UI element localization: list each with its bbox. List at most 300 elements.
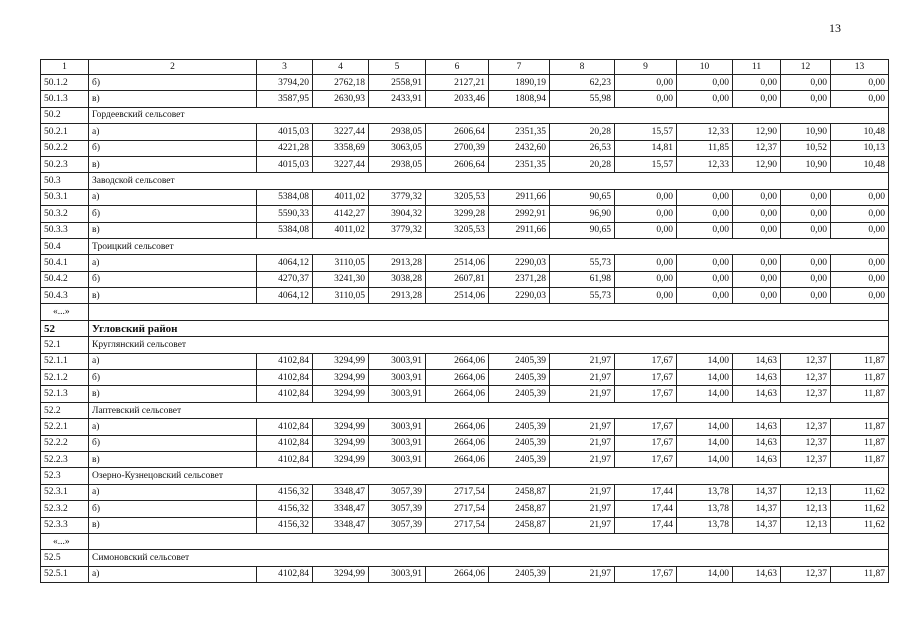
value-cell: 10,48 xyxy=(831,124,889,140)
value-cell: 3294,99 xyxy=(313,353,369,369)
column-header: 10 xyxy=(677,60,733,75)
value-cell: 4102,84 xyxy=(257,435,313,451)
tariff-table xyxy=(40,59,889,583)
table-row xyxy=(41,288,889,304)
district-row xyxy=(41,320,889,336)
value-cell: 3003,91 xyxy=(369,435,426,451)
value-cell: 14,00 xyxy=(677,451,733,467)
row-letter: б) xyxy=(89,140,257,156)
value-cell: 4102,84 xyxy=(257,419,313,435)
section-code: 50.2 xyxy=(41,107,89,123)
value-cell: 2371,28 xyxy=(489,271,550,287)
value-cell: 21,97 xyxy=(550,419,615,435)
value-cell: 2405,39 xyxy=(489,386,550,402)
value-cell: 3110,05 xyxy=(313,255,369,271)
value-cell: 0,00 xyxy=(781,271,831,287)
value-cell: 20,28 xyxy=(550,124,615,140)
value-cell: 14,81 xyxy=(615,140,677,156)
value-cell: 11,85 xyxy=(677,140,733,156)
value-cell: 3003,91 xyxy=(369,370,426,386)
row-code: 52.5.1 xyxy=(41,566,89,582)
value-cell: 2405,39 xyxy=(489,435,550,451)
district-code: 52 xyxy=(41,320,89,336)
value-cell: 3205,53 xyxy=(426,189,489,205)
row-code: 50.1.3 xyxy=(41,91,89,107)
row-letter: б) xyxy=(89,75,257,91)
row-letter: в) xyxy=(89,517,257,533)
value-cell: 1890,19 xyxy=(489,75,550,91)
section-label: Гордеевский сельсовет xyxy=(89,107,889,123)
value-cell: 3294,99 xyxy=(313,451,369,467)
value-cell: 2911,66 xyxy=(489,222,550,238)
value-cell: 3003,91 xyxy=(369,353,426,369)
row-code: 50.3.1 xyxy=(41,189,89,205)
value-cell: 3299,28 xyxy=(426,206,489,222)
value-cell: 2938,05 xyxy=(369,124,426,140)
page-number: 13 xyxy=(829,21,841,35)
table-row xyxy=(41,140,889,156)
value-cell: 4102,84 xyxy=(257,386,313,402)
value-cell: 0,00 xyxy=(677,75,733,91)
section-label: Заводской сельсовет xyxy=(89,173,889,189)
value-cell: 4011,02 xyxy=(313,222,369,238)
value-cell: 21,97 xyxy=(550,353,615,369)
row-letter: б) xyxy=(89,271,257,287)
value-cell: 0,00 xyxy=(733,255,781,271)
value-cell: 11,62 xyxy=(831,517,889,533)
value-cell: 3779,32 xyxy=(369,189,426,205)
table-row xyxy=(41,435,889,451)
value-cell: 5384,08 xyxy=(257,222,313,238)
row-code: 50.2.2 xyxy=(41,140,89,156)
value-cell: 12,13 xyxy=(781,484,831,500)
value-cell: 3110,05 xyxy=(313,288,369,304)
value-cell: 2913,28 xyxy=(369,255,426,271)
value-cell: 2911,66 xyxy=(489,189,550,205)
section-row xyxy=(41,173,889,189)
value-cell: 1808,94 xyxy=(489,91,550,107)
value-cell: 10,52 xyxy=(781,140,831,156)
section-label: Озерно-Кузнецовский сельсовет xyxy=(89,468,889,484)
value-cell: 10,13 xyxy=(831,140,889,156)
value-cell: 14,00 xyxy=(677,353,733,369)
value-cell: 0,00 xyxy=(831,255,889,271)
value-cell: 3038,28 xyxy=(369,271,426,287)
value-cell: 14,37 xyxy=(733,501,781,517)
value-cell: 4015,03 xyxy=(257,156,313,172)
value-cell: 55,73 xyxy=(550,255,615,271)
section-code: 52.5 xyxy=(41,550,89,566)
table-row xyxy=(41,419,889,435)
section-row xyxy=(41,337,889,353)
value-cell: 0,00 xyxy=(677,206,733,222)
row-letter: а) xyxy=(89,189,257,205)
row-code: 50.3.2 xyxy=(41,206,89,222)
row-code: 50.2.1 xyxy=(41,124,89,140)
row-code: 52.2.3 xyxy=(41,451,89,467)
value-cell: 4156,32 xyxy=(257,501,313,517)
value-cell: 3205,53 xyxy=(426,222,489,238)
value-cell: 0,00 xyxy=(677,288,733,304)
value-cell: 17,44 xyxy=(615,501,677,517)
table-row xyxy=(41,386,889,402)
value-cell: 14,00 xyxy=(677,386,733,402)
value-cell: 2664,06 xyxy=(426,419,489,435)
value-cell: 0,00 xyxy=(733,75,781,91)
row-code: 52.3.3 xyxy=(41,517,89,533)
value-cell: 0,00 xyxy=(733,91,781,107)
value-cell: 12,13 xyxy=(781,517,831,533)
row-letter: а) xyxy=(89,255,257,271)
value-cell: 4011,02 xyxy=(313,189,369,205)
table-row xyxy=(41,451,889,467)
value-cell: 14,37 xyxy=(733,484,781,500)
value-cell: 17,67 xyxy=(615,419,677,435)
column-header: 9 xyxy=(615,60,677,75)
value-cell: 61,98 xyxy=(550,271,615,287)
value-cell: 3003,91 xyxy=(369,419,426,435)
value-cell: 11,87 xyxy=(831,386,889,402)
column-header: 2 xyxy=(89,60,257,75)
value-cell: 4102,84 xyxy=(257,370,313,386)
value-cell: 0,00 xyxy=(781,288,831,304)
value-cell: 12,33 xyxy=(677,124,733,140)
value-cell: 14,63 xyxy=(733,386,781,402)
value-cell: 90,65 xyxy=(550,189,615,205)
value-cell: 4064,12 xyxy=(257,255,313,271)
value-cell: 0,00 xyxy=(781,75,831,91)
value-cell: 14,37 xyxy=(733,517,781,533)
value-cell: 3294,99 xyxy=(313,419,369,435)
value-cell: 2700,39 xyxy=(426,140,489,156)
ellipsis-row xyxy=(41,533,889,549)
row-code: 52.2.2 xyxy=(41,435,89,451)
value-cell: 3348,47 xyxy=(313,484,369,500)
value-cell: 12,37 xyxy=(733,140,781,156)
column-header: 1 xyxy=(41,60,89,75)
value-cell: 2664,06 xyxy=(426,353,489,369)
value-cell: 11,62 xyxy=(831,484,889,500)
value-cell: 14,00 xyxy=(677,566,733,582)
table-row xyxy=(41,222,889,238)
value-cell: 2033,46 xyxy=(426,91,489,107)
value-cell: 2351,35 xyxy=(489,156,550,172)
row-code: 50.2.3 xyxy=(41,156,89,172)
value-cell: 55,98 xyxy=(550,91,615,107)
value-cell: 0,00 xyxy=(615,271,677,287)
value-cell: 0,00 xyxy=(781,222,831,238)
value-cell: 2405,39 xyxy=(489,566,550,582)
value-cell: 21,97 xyxy=(550,451,615,467)
ellipsis-mark: «...» xyxy=(41,533,89,549)
table-row xyxy=(41,124,889,140)
table-row xyxy=(41,255,889,271)
row-code: 52.1.3 xyxy=(41,386,89,402)
value-cell: 3227,44 xyxy=(313,156,369,172)
section-code: 52.2 xyxy=(41,402,89,418)
row-code: 52.1.1 xyxy=(41,353,89,369)
table-row xyxy=(41,501,889,517)
value-cell: 0,00 xyxy=(733,222,781,238)
value-cell: 4102,84 xyxy=(257,566,313,582)
value-cell: 14,63 xyxy=(733,435,781,451)
value-cell: 17,67 xyxy=(615,386,677,402)
value-cell: 0,00 xyxy=(615,91,677,107)
value-cell: 2913,28 xyxy=(369,288,426,304)
value-cell: 3227,44 xyxy=(313,124,369,140)
value-cell: 0,00 xyxy=(781,206,831,222)
value-cell: 3057,39 xyxy=(369,501,426,517)
value-cell: 2664,06 xyxy=(426,370,489,386)
section-row xyxy=(41,107,889,123)
value-cell: 14,63 xyxy=(733,370,781,386)
value-cell: 10,90 xyxy=(781,124,831,140)
value-cell: 21,97 xyxy=(550,370,615,386)
value-cell: 0,00 xyxy=(733,288,781,304)
value-cell: 0,00 xyxy=(677,222,733,238)
value-cell: 10,90 xyxy=(781,156,831,172)
row-letter: б) xyxy=(89,206,257,222)
value-cell: 12,90 xyxy=(733,124,781,140)
value-cell: 12,37 xyxy=(781,353,831,369)
value-cell: 3063,05 xyxy=(369,140,426,156)
value-cell: 21,97 xyxy=(550,386,615,402)
value-cell: 21,97 xyxy=(550,517,615,533)
value-cell: 0,00 xyxy=(677,255,733,271)
value-cell: 3348,47 xyxy=(313,501,369,517)
value-cell: 0,00 xyxy=(615,75,677,91)
value-cell: 15,57 xyxy=(615,124,677,140)
value-cell: 3358,69 xyxy=(313,140,369,156)
value-cell: 3057,39 xyxy=(369,484,426,500)
value-cell: 55,73 xyxy=(550,288,615,304)
table-row xyxy=(41,370,889,386)
value-cell: 0,00 xyxy=(831,206,889,222)
value-cell: 2405,39 xyxy=(489,419,550,435)
row-letter: в) xyxy=(89,288,257,304)
value-cell: 4142,27 xyxy=(313,206,369,222)
value-cell: 21,97 xyxy=(550,484,615,500)
value-cell: 2606,64 xyxy=(426,124,489,140)
value-cell: 2290,03 xyxy=(489,288,550,304)
column-header: 6 xyxy=(426,60,489,75)
value-cell: 2606,64 xyxy=(426,156,489,172)
column-header: 7 xyxy=(489,60,550,75)
value-cell: 2664,06 xyxy=(426,386,489,402)
table-row xyxy=(41,75,889,91)
value-cell: 0,00 xyxy=(831,271,889,287)
row-code: 50.1.2 xyxy=(41,75,89,91)
row-letter: а) xyxy=(89,124,257,140)
value-cell: 11,87 xyxy=(831,435,889,451)
value-cell: 3348,47 xyxy=(313,517,369,533)
value-cell: 0,00 xyxy=(615,288,677,304)
value-cell: 4102,84 xyxy=(257,451,313,467)
section-code: 50.3 xyxy=(41,173,89,189)
value-cell: 12,37 xyxy=(781,451,831,467)
value-cell: 0,00 xyxy=(781,189,831,205)
value-cell: 2290,03 xyxy=(489,255,550,271)
value-cell: 0,00 xyxy=(615,255,677,271)
row-letter: в) xyxy=(89,386,257,402)
value-cell: 0,00 xyxy=(677,271,733,287)
value-cell: 2762,18 xyxy=(313,75,369,91)
table-row xyxy=(41,484,889,500)
value-cell: 17,67 xyxy=(615,566,677,582)
section-label: Троицкий сельсовет xyxy=(89,238,889,254)
value-cell: 2992,91 xyxy=(489,206,550,222)
value-cell: 10,48 xyxy=(831,156,889,172)
value-cell: 5590,33 xyxy=(257,206,313,222)
row-letter: а) xyxy=(89,353,257,369)
value-cell: 12,33 xyxy=(677,156,733,172)
ellipsis-row xyxy=(41,304,889,320)
section-code: 52.1 xyxy=(41,337,89,353)
value-cell: 2405,39 xyxy=(489,370,550,386)
value-cell: 26,53 xyxy=(550,140,615,156)
value-cell: 21,97 xyxy=(550,566,615,582)
value-cell: 0,00 xyxy=(831,91,889,107)
value-cell: 4015,03 xyxy=(257,124,313,140)
table-body xyxy=(41,60,889,583)
value-cell: 12,90 xyxy=(733,156,781,172)
value-cell: 11,87 xyxy=(831,353,889,369)
value-cell: 12,37 xyxy=(781,566,831,582)
table-row xyxy=(41,353,889,369)
value-cell: 3294,99 xyxy=(313,435,369,451)
value-cell: 3057,39 xyxy=(369,517,426,533)
value-cell: 0,00 xyxy=(733,189,781,205)
value-cell: 11,87 xyxy=(831,419,889,435)
section-row xyxy=(41,550,889,566)
value-cell: 4270,37 xyxy=(257,271,313,287)
column-header: 3 xyxy=(257,60,313,75)
value-cell: 0,00 xyxy=(831,222,889,238)
value-cell: 12,37 xyxy=(781,370,831,386)
value-cell: 2630,93 xyxy=(313,91,369,107)
value-cell: 4064,12 xyxy=(257,288,313,304)
column-header: 13 xyxy=(831,60,889,75)
value-cell: 2717,54 xyxy=(426,517,489,533)
value-cell: 14,00 xyxy=(677,419,733,435)
value-cell: 11,87 xyxy=(831,451,889,467)
value-cell: 2433,91 xyxy=(369,91,426,107)
table-row xyxy=(41,189,889,205)
value-cell: 17,67 xyxy=(615,353,677,369)
value-cell: 21,97 xyxy=(550,435,615,451)
value-cell: 4221,28 xyxy=(257,140,313,156)
column-header: 8 xyxy=(550,60,615,75)
row-code: 50.4.2 xyxy=(41,271,89,287)
value-cell: 2717,54 xyxy=(426,484,489,500)
section-label: Круглянский сельсовет xyxy=(89,337,889,353)
value-cell: 17,44 xyxy=(615,484,677,500)
value-cell: 3779,32 xyxy=(369,222,426,238)
value-cell: 15,57 xyxy=(615,156,677,172)
row-code: 52.3.1 xyxy=(41,484,89,500)
row-letter: а) xyxy=(89,566,257,582)
value-cell: 13,78 xyxy=(677,484,733,500)
value-cell: 4102,84 xyxy=(257,353,313,369)
row-letter: в) xyxy=(89,91,257,107)
value-cell: 2458,87 xyxy=(489,484,550,500)
row-letter: в) xyxy=(89,156,257,172)
row-code: 52.2.1 xyxy=(41,419,89,435)
value-cell: 0,00 xyxy=(831,288,889,304)
section-row xyxy=(41,468,889,484)
value-cell: 17,67 xyxy=(615,370,677,386)
table-row xyxy=(41,517,889,533)
section-row xyxy=(41,402,889,418)
value-cell: 21,97 xyxy=(550,501,615,517)
value-cell: 2717,54 xyxy=(426,501,489,517)
value-cell: 17,67 xyxy=(615,451,677,467)
value-cell: 2127,21 xyxy=(426,75,489,91)
row-letter: б) xyxy=(89,435,257,451)
table-row xyxy=(41,271,889,287)
value-cell: 3904,32 xyxy=(369,206,426,222)
value-cell: 0,00 xyxy=(615,222,677,238)
value-cell: 14,63 xyxy=(733,419,781,435)
section-code: 52.3 xyxy=(41,468,89,484)
value-cell: 17,67 xyxy=(615,435,677,451)
value-cell: 13,78 xyxy=(677,501,733,517)
ellipsis-mark: «...» xyxy=(41,304,89,320)
row-letter: в) xyxy=(89,451,257,467)
value-cell: 3794,20 xyxy=(257,75,313,91)
value-cell: 12,13 xyxy=(781,501,831,517)
value-cell: 0,00 xyxy=(781,255,831,271)
value-cell: 14,63 xyxy=(733,353,781,369)
value-cell: 3587,95 xyxy=(257,91,313,107)
row-letter: а) xyxy=(89,484,257,500)
value-cell: 4156,32 xyxy=(257,517,313,533)
row-code: 52.3.2 xyxy=(41,501,89,517)
value-cell: 0,00 xyxy=(831,189,889,205)
district-label: Угловский район xyxy=(89,320,889,336)
section-code: 50.4 xyxy=(41,238,89,254)
value-cell: 0,00 xyxy=(831,75,889,91)
value-cell: 3003,91 xyxy=(369,566,426,582)
value-cell: 3294,99 xyxy=(313,370,369,386)
value-cell: 2458,87 xyxy=(489,517,550,533)
header-row xyxy=(41,60,889,75)
value-cell: 0,00 xyxy=(677,189,733,205)
row-code: 50.4.3 xyxy=(41,288,89,304)
value-cell: 2664,06 xyxy=(426,566,489,582)
ellipsis-spacer xyxy=(89,304,889,320)
value-cell: 3241,30 xyxy=(313,271,369,287)
value-cell: 2607,81 xyxy=(426,271,489,287)
value-cell: 2938,05 xyxy=(369,156,426,172)
row-letter: а) xyxy=(89,419,257,435)
value-cell: 62,23 xyxy=(550,75,615,91)
value-cell: 11,87 xyxy=(831,370,889,386)
value-cell: 11,62 xyxy=(831,501,889,517)
value-cell: 14,00 xyxy=(677,370,733,386)
row-code: 52.1.2 xyxy=(41,370,89,386)
value-cell: 3003,91 xyxy=(369,451,426,467)
value-cell: 2405,39 xyxy=(489,451,550,467)
value-cell: 0,00 xyxy=(677,91,733,107)
value-cell: 2405,39 xyxy=(489,353,550,369)
value-cell: 0,00 xyxy=(781,91,831,107)
value-cell: 2458,87 xyxy=(489,501,550,517)
column-header: 12 xyxy=(781,60,831,75)
value-cell: 12,37 xyxy=(781,435,831,451)
value-cell: 4156,32 xyxy=(257,484,313,500)
value-cell: 11,87 xyxy=(831,566,889,582)
